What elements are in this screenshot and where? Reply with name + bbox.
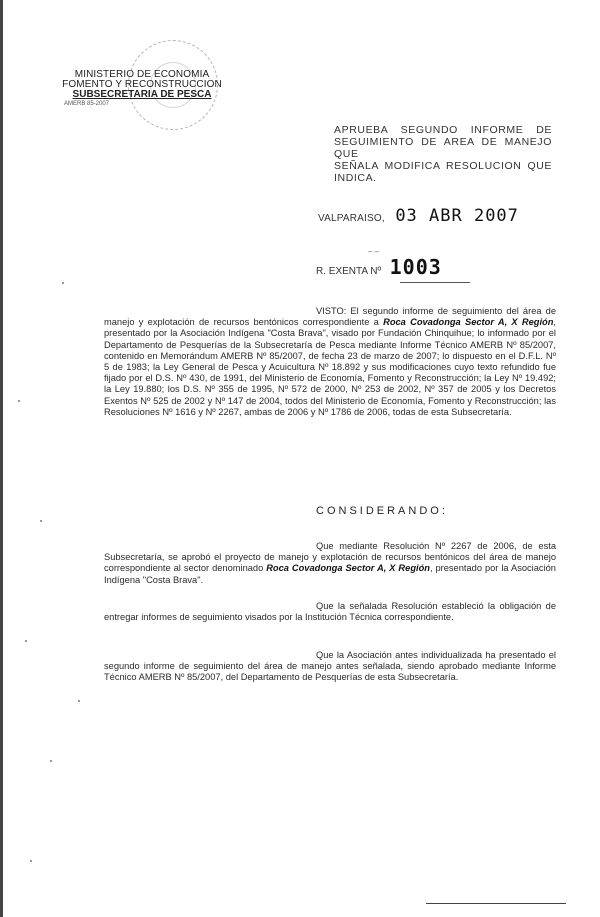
scan-speck bbox=[30, 860, 32, 862]
p1-rest: , presentado por la Asociación Indígena "Costa Brava". bbox=[104, 563, 556, 585]
subject-line: INDICA. bbox=[334, 172, 377, 184]
place-label: VALPARAISO, bbox=[318, 213, 385, 224]
scan-speck bbox=[78, 700, 80, 702]
subject-line: SEÑALA MODIFICA RESOLUCION QUE bbox=[334, 160, 552, 172]
area-name: Roca Covadonga Sector A, X Región bbox=[383, 317, 554, 328]
scan-speck bbox=[62, 282, 64, 284]
resolution-number: 1003 bbox=[389, 255, 442, 279]
scan-speck bbox=[18, 400, 20, 402]
resolution-number-line bbox=[316, 247, 556, 279]
resolution-subject bbox=[334, 124, 552, 184]
p1-area-name: Roca Covadonga Sector A, X Región bbox=[266, 563, 430, 574]
date-stamp: 03 ABR 2007 bbox=[395, 206, 519, 226]
date-line bbox=[318, 206, 558, 226]
visto-rest: , presentado por la Asociación Indígena "Costa Brava", visado por Fundación Chinquihue; lo informado por el Departamento de Pesquerías de la Subsecretaría de Pesca mediante Informe Técnico AMERB Nº 85/2007, contenido en Memorándum AMERB Nº 85/2007, de fecha 23 de marzo de 2007; lo dispuesto en el D.F.L. Nº 5 de 1983; la Ley General de Pesca y Acuicultura Nº 18.892 y sus modificaciones cuyo texto refundido fue fijado por el D.S. Nº 430, de 1991, del Ministerio de Economía, Fomento y Reconstrucción; la Ley Nº 19.492; la Ley 19.880; los D.S. Nº 355 de 1995, Nº 572 de 2000, Nº 253 de 2002, Nº 357 de 2005 y los Decretos Exentos Nº 525 de 2002 y Nº 147 de 2004, todos del Ministerio de Economía, Fomento y Reconstrucción; las Resoluciones Nº 1616 y Nº 2267, ambas de 2006 y Nº 1786 de 2006, todas de esta Subsecretaría. bbox=[104, 317, 556, 417]
footer-rule bbox=[426, 903, 566, 904]
visto-paragraph bbox=[104, 306, 556, 418]
p1-lead: Que mediante Resolución Nº 2267 de 2006, de esta Subsecretaría, se aprobó el proyecto de manejo y explotación de recursos bentónicos del área de manejo correspondiente al sector denominado bbox=[104, 541, 556, 574]
subject-line: SEGUIMIENTO DE AREA DE MANEJO QUE bbox=[334, 136, 552, 160]
scan-edge bbox=[0, 0, 3, 917]
res-tick-mark: – – bbox=[368, 247, 380, 256]
stamp-reference: AMERB 85-2007 bbox=[64, 101, 110, 107]
resolution-label: R. EXENTA Nº bbox=[316, 266, 382, 277]
considerando-paragraph-1 bbox=[104, 541, 556, 586]
visto-lead: VISTO: El segundo informe de seguimiento del área de manejo y explotación de recursos bentónicos correspondiente a bbox=[104, 306, 556, 328]
scan-speck bbox=[50, 760, 52, 762]
scan-speck bbox=[40, 520, 42, 522]
ministry-header bbox=[52, 70, 232, 108]
considerando-paragraph-3: Que la Asociación antes individualizada ha presentado el segundo informe de seguimiento del área de manejo antes señalada, siendo aprobado mediante Informe Técnico AMERB Nº 85/2007, del Departamento de Pesquerías de esta Subsecretaría. bbox=[104, 650, 556, 683]
considerando-paragraph-2: Que la señalada Resolución estableció la obligación de entregar informes de seguimiento visados por la Institución Técnica correspondiente. bbox=[104, 601, 556, 623]
subject-line: APRUEBA SEGUNDO INFORME DE bbox=[334, 124, 552, 136]
ministry-name: MINISTERIO DE ECONOMIA bbox=[74, 69, 210, 80]
considerando-heading: CONSIDERANDO: bbox=[316, 505, 448, 517]
scan-speck bbox=[25, 640, 27, 642]
resolution-underline bbox=[400, 282, 470, 283]
subsecretaria-name: SUBSECRETARIA DE PESCA bbox=[72, 89, 212, 100]
ministry-subtitle: FOMENTO Y RECONSTRUCCION bbox=[62, 79, 222, 90]
